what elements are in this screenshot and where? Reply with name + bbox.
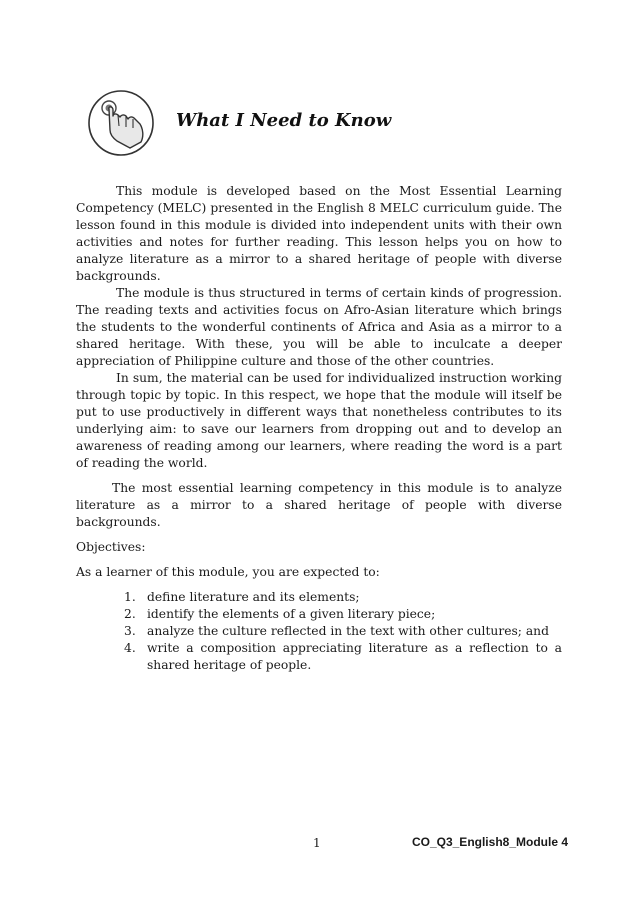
list-item: [124, 623, 562, 640]
list-text: analyze the culture reflected in the text with other cultures; and: [147, 624, 549, 638]
module-code: CO_Q3_English8_Module 4: [411, 835, 568, 849]
list-number: 1.: [124, 590, 136, 604]
section-header: [86, 88, 506, 158]
progression-paragraph: The module is thus structured in terms of certain kinds of progression. The reading texts and activities focus on Afro-Asian literature which brings the students to the wonderful continents of Africa and Asia as a mirror to a shared heritage. With these, you will be able to inculcate a deeper appreciation of Philippine culture and those of the other countries.: [76, 286, 562, 368]
list-text: define literature and its elements;: [147, 590, 360, 604]
list-number: 2.: [124, 607, 136, 621]
section-title: What I Need to Know: [176, 110, 392, 131]
objectives-label: Objectives:: [76, 540, 146, 554]
list-item: [124, 640, 562, 674]
page-number: 1: [313, 836, 321, 850]
summary-paragraph: In sum, the material can be used for individualized instruction working through topic by topic. In this respect, we hope that the module will itself be put to use productively in different ways that nonetheless contributes to its underlying aim: to save our learners from dropping out and to develop an awareness of reading among our learners, where reading the word is a part of reading the world.: [76, 371, 562, 470]
competency-paragraph: The most essential learning competency in this module is to analyze literature as a mirror to a shared heritage of people with diverse backgrounds.: [76, 481, 562, 529]
module-content: [76, 183, 562, 674]
list-number: 4.: [124, 641, 136, 655]
list-text: write a composition appreciating literature as a reflection to a shared heritage of people.: [147, 641, 562, 672]
objectives-intro: As a learner of this module, you are expected to:: [76, 565, 380, 579]
list-text: identify the elements of a given literary piece;: [147, 607, 436, 621]
tap-hand-icon: [86, 88, 156, 158]
list-item: [124, 606, 562, 623]
objectives-list: [76, 589, 562, 674]
list-number: 3.: [124, 624, 136, 638]
intro-paragraph: This module is developed based on the Most Essential Learning Competency (MELC) presented in the English 8 MELC curriculum guide. The lesson found in this module is divided into independent units with their own activities and notes for further reading. This lesson helps you on how to analyze literature as a mirror to a shared heritage of people with diverse backgrounds.: [76, 184, 562, 283]
list-item: [124, 589, 562, 606]
